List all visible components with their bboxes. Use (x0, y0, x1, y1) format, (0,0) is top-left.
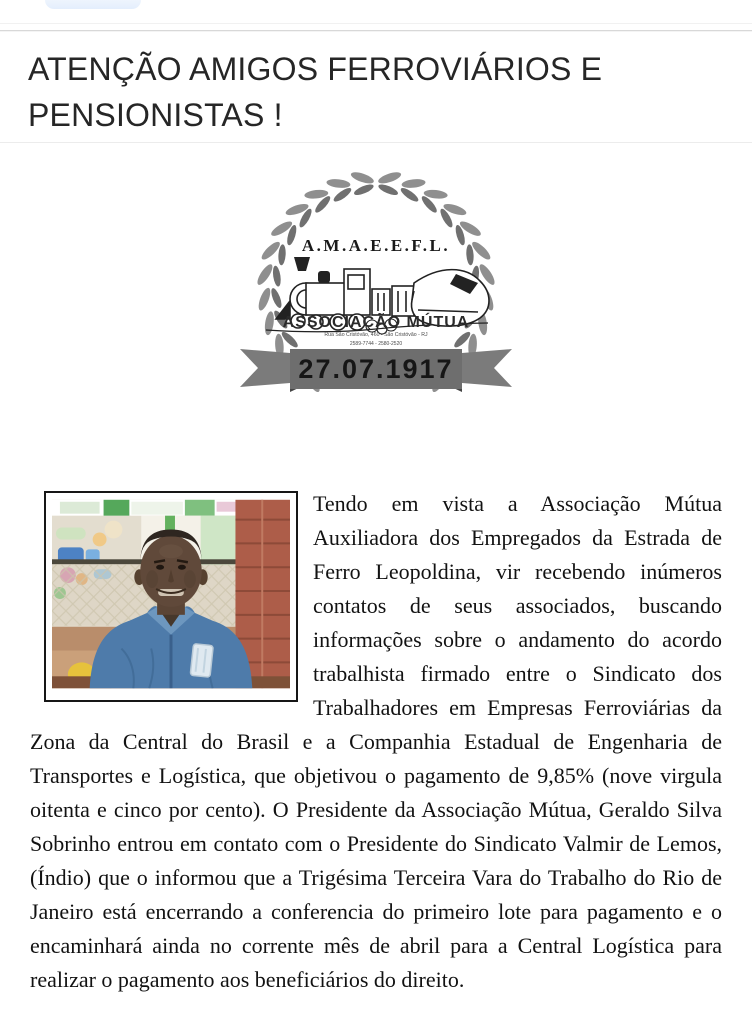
article (0, 487, 752, 997)
logo-org-name: ASSOCIAÇÃO MÚTUA (282, 314, 470, 331)
logo-acronym: A.M.A.E.E.F.L. (301, 236, 451, 255)
divider (0, 30, 752, 32)
president-photo (44, 491, 298, 702)
logo-address: Rua São Cristóvão, 460 - São Cristóvão - RJ (324, 332, 428, 338)
title-block (0, 33, 752, 143)
article-paragraph: Tendo em vista a Associação Mútua Auxiliadora dos Empregados da Estrada de Ferro Leopoldina, vir recebendo inúmeros contatos de seus associados, buscando informações sobre o andamento do acordo trabalhista firmado entre o Sindicato dos Trabalhadores em Empresas Ferroviárias da Zona da Central do Brasil e a Companhia Estadual de Engenharia de Transportes e Logística, que objetivou o pagamento de 9,85% (nove virgula oitenta e cinco por cento). O Presidente da Associação Mútua, Geraldo Silva Sobrinho entrou em contato com o Presidente do Sindicato Valmir de Lemos, (Índio) que o informou que a Trigésima Terceira Vara do Trabalho do Rio de Janeiro está encerrando a conferencia do primeiro lote para pagamento e o encaminhará ainda no corrente mês de abril para a Central Logística para realizar o pagamento aos beneficiários do direito. (30, 491, 722, 992)
top-bar (0, 0, 752, 33)
ribbon-banner (240, 349, 512, 392)
founding-date: 27.07.1917 (298, 354, 454, 384)
logo-graphic (226, 171, 526, 401)
top-highlight (45, 0, 141, 9)
divider (0, 23, 752, 24)
logo-phones: 2589-7744 - 2580-2520 (349, 341, 403, 347)
photo-illustration (52, 499, 290, 689)
association-logo (0, 171, 752, 401)
page-title: ATENÇÃO AMIGOS FERROVIÁRIOS E PENSIONISTAS ! (28, 51, 603, 133)
